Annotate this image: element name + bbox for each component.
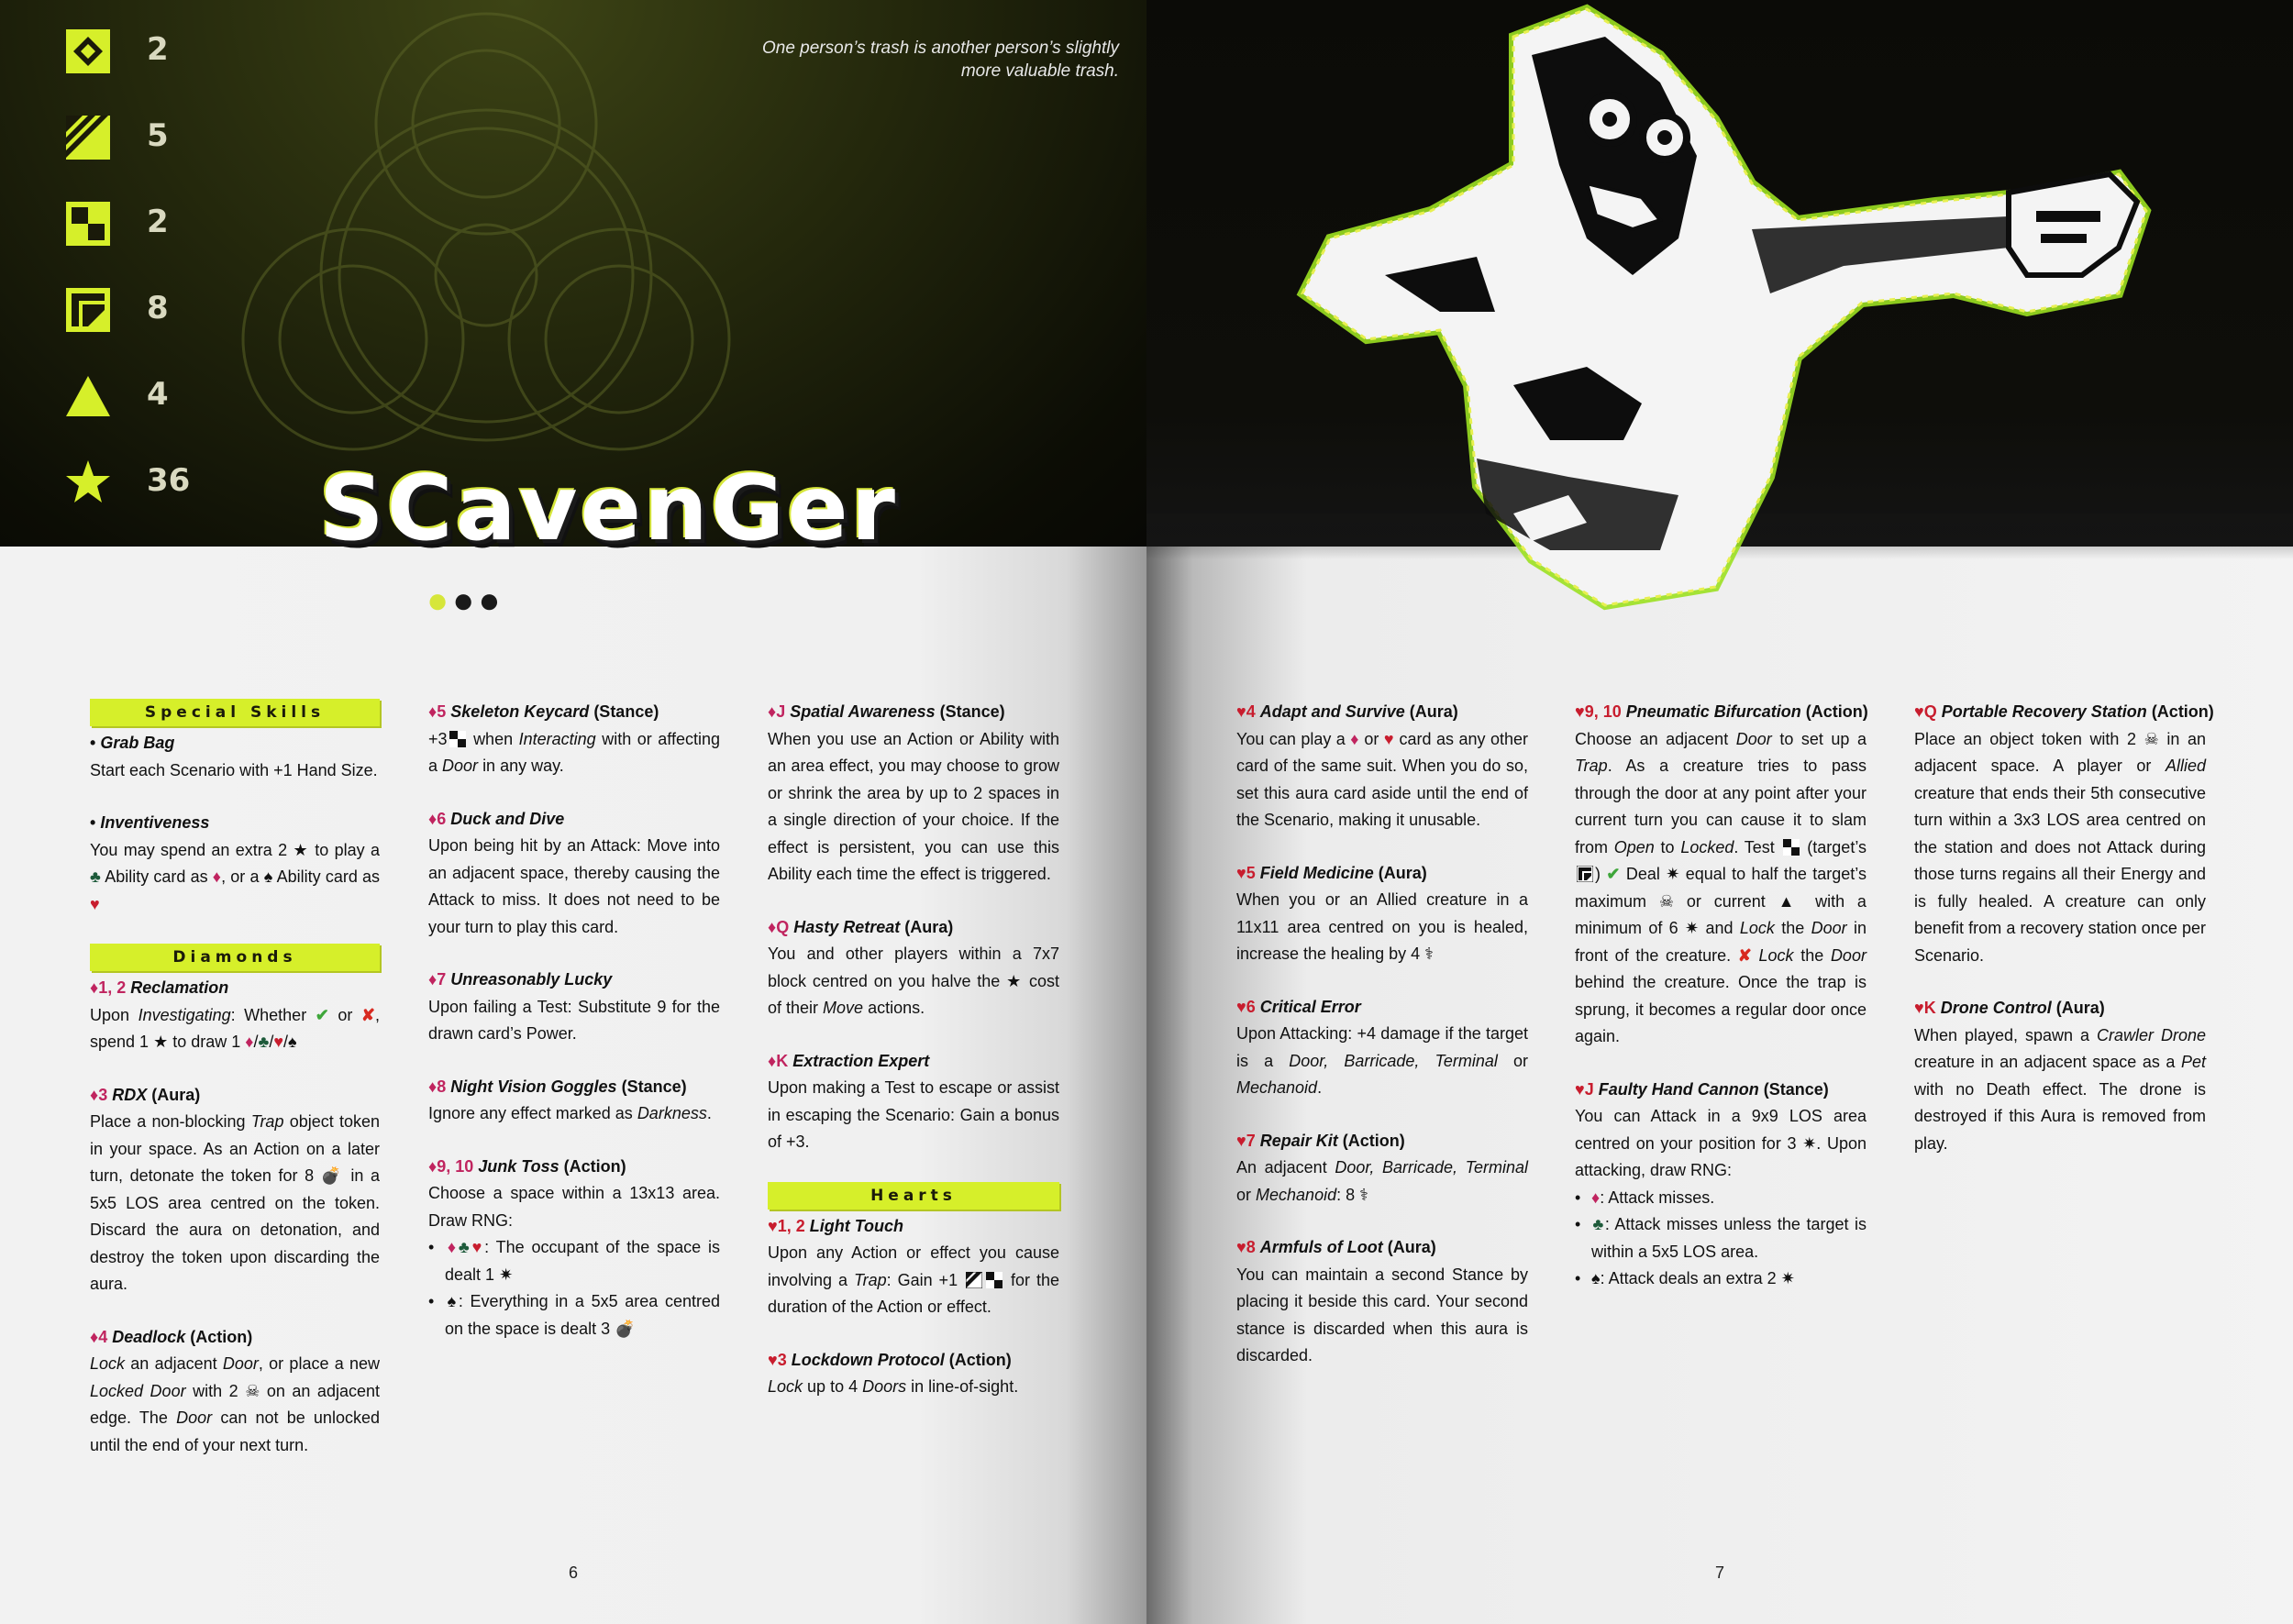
diamond-icon: ♦: [212, 867, 222, 886]
entry-text: You can Attack in a 9x9 LOS area centred on your position for 3 ✷. Upon attacking, draw RNG:: [1575, 1107, 1867, 1179]
entry-title: ♦7 Unreasonably Lucky: [428, 970, 613, 989]
card-entry: [1575, 1077, 1867, 1293]
bullet-item: • ♦: Attack misses.: [1575, 1188, 1715, 1207]
entry-text: When played, spawn a Crawler Drone creature in an adjacent space as a Pet with no Death effect. The drone is destroyed if this Aura is removed from play.: [1914, 1025, 2206, 1153]
stat-item: [64, 200, 211, 286]
triangle-icon: ▲: [1778, 891, 1803, 911]
entry-text: Upon Attacking: +4 damage if the target is a Door, Barricade, Terminal or Mechanoid.: [1236, 1024, 1528, 1097]
stat-value: 2: [147, 31, 169, 68]
star-icon: [64, 458, 112, 506]
entry-text: You may spend an extra 2 ★ to play a ♣ Ability card as ♦, or a ♠ Ability card as ♥: [90, 840, 381, 913]
card-entry: [768, 1048, 1059, 1156]
entry-title: ♦1, 2 Reclamation: [90, 978, 229, 997]
entry-text: Ignore any effect marked as Darkness.: [428, 1104, 712, 1122]
caduceus-icon: ⚕: [1359, 1185, 1368, 1204]
entry-text: +3 when Interacting with or affecting a Door in any way.: [428, 729, 720, 775]
card-entry: [90, 1324, 380, 1460]
star-glyph-icon: ★: [1006, 971, 1024, 990]
bullet-item: • ♣: Attack misses unless the target is within a 5x5 LOS area.: [1575, 1215, 1867, 1261]
stat-item: [64, 458, 211, 545]
entry-title: ♦3 RDX (Aura): [90, 1085, 201, 1104]
column-2: [428, 699, 720, 1368]
burst-icon: ✷: [1666, 865, 1680, 883]
caduceus-icon: ⚕: [1424, 945, 1434, 963]
entry-title: ♦Q Hasty Retreat (Aura): [768, 917, 954, 936]
burst-icon: ✷: [1780, 1269, 1795, 1287]
burst-icon: ✷: [1802, 1133, 1817, 1153]
card-entry: [1236, 1234, 1528, 1370]
spade-icon: ♠: [263, 867, 273, 886]
skull-icon: ☠: [1658, 891, 1674, 911]
check-icon: ✔: [315, 1005, 329, 1024]
entry-title: ♦8 Night Vision Goggles (Stance): [428, 1077, 687, 1096]
card-entry: [428, 967, 720, 1048]
entry-text: You and other players within a 7x7 block centred on you halve the ★ cost of their Move actions.: [768, 945, 1059, 1017]
entry-text: Start each Scenario with +1 Hand Size.: [90, 760, 378, 779]
card-entry: [428, 806, 720, 942]
entry-text: When you use an Action or Ability with an area effect, you may choose to grow or shrink the area by up to 2 spaces in a single direction of your choice. If the effect is persistent, you can use this Ability each time the effect is triggered.: [768, 729, 1059, 883]
entry-title: • Grab Bag: [90, 734, 175, 752]
entry-text: Lock an adjacent Door, or place a new Locked Door with 2 ☠ on an adjacent edge. The Door can not be unlocked until the end of your next turn.: [90, 1354, 381, 1454]
entry-title: ♥4 Adapt and Survive (Aura): [1236, 702, 1458, 721]
folded-stripes-icon: [1577, 866, 1593, 882]
card-entry: [428, 1074, 720, 1128]
section-header-hearts: Hearts: [768, 1182, 1059, 1210]
entry-title: ♦J Spatial Awareness (Stance): [768, 702, 1005, 721]
stat-item: [64, 114, 211, 200]
entry-title: ♥Q Portable Recovery Station (Action): [1914, 702, 2214, 721]
stat-value: 36: [147, 462, 191, 499]
card-entry: [1236, 860, 1528, 968]
entry-title: ♥6 Critical Error: [1236, 997, 1361, 1016]
burst-icon: ✷: [1685, 919, 1700, 937]
skull-icon: ☠: [2143, 729, 2159, 748]
entry-text: Upon Investigating: Whether ✔ or ✘, spend 1 ★ to draw 1 ♦/♣/♥/♠: [90, 1005, 380, 1051]
bullet-item: • ♠: Attack deals an extra 2 ✷: [1575, 1269, 1795, 1287]
stat-value: 4: [147, 376, 169, 413]
stat-item: [64, 286, 211, 372]
entry-text: When you or an Allied creature in a 11x11 area centred on you is healed, increase the healing by 4 ⚕: [1236, 890, 1528, 963]
entry-text: Lock up to 4 Doors in line-of-sight.: [768, 1377, 1019, 1396]
entry-title: ♥J Faulty Hand Cannon (Stance): [1575, 1079, 1829, 1099]
entry-title: ♥3 Lockdown Protocol (Action): [768, 1350, 1012, 1369]
card-entry: [428, 699, 720, 780]
scavenger-character-illustration: [1202, 0, 2174, 642]
entry-title: ♦4 Deadlock (Action): [90, 1327, 253, 1346]
entry-text: Upon any Action or effect you cause involving a Trap: Gain +1 for the duration of the Action or effect.: [768, 1243, 1059, 1316]
section-header-diamonds: Diamonds: [90, 944, 380, 971]
card-entry: [1914, 699, 2214, 969]
star-glyph-icon: ★: [293, 840, 309, 859]
skull-icon: ☠: [245, 1381, 260, 1400]
card-entry: [1914, 995, 2206, 1157]
diamond-in-square-icon: [64, 28, 112, 75]
column-4: [1236, 699, 1528, 1396]
entry-text: Place a non-blocking Trap object token in your space. As an Action on a later turn, detonate the token for 8 💣 in a 5x5 LOS area centred on the token. Discard the aura on detonation, and destroy the token upon discarding the aura.: [90, 1112, 380, 1293]
entry-text: You can maintain a second Stance by placing it beside this card. Your second stance is discarded when this aura is discarded.: [1236, 1265, 1528, 1364]
entry-title: ♦K Extraction Expert: [768, 1051, 930, 1070]
stat-list: [64, 28, 211, 545]
column-6: [1914, 699, 2214, 1183]
cross-icon: ✘: [1737, 945, 1752, 965]
card-entry: [1236, 994, 1528, 1102]
flavor-quote: One person’s trash is another person’s slightly more valuable trash.: [761, 39, 1119, 81]
card-entry: [428, 1154, 720, 1343]
entry-text: Upon being hit by an Attack: Move into an adjacent space, thereby causing the Attack to miss. It does not need to be your turn to play this card.: [428, 836, 720, 936]
card-entry: [768, 1347, 1059, 1401]
card-entry: [1236, 1128, 1528, 1210]
card-entry: [90, 1082, 380, 1298]
entry-text: Choose an adjacent Door to set up a Trap. As a creature tries to pass through the door at any point after your current turn you can cause it to slam from Open to Locked. Test (target’s) ✔ Deal ✷ equal to half the target’s maximum ☠ or current ▲ with a minimum of 6 ✷ and Lock the Door in front of the creature. ✘ Lock the Door behind the creature. Once the trap is sprung, it becomes a regular door once again.: [1575, 729, 1867, 1045]
page-number-left: 6: [569, 1563, 579, 1582]
right-page: [1146, 0, 2293, 1624]
page-number-right: 7: [1715, 1563, 1725, 1582]
column-3: [768, 699, 1059, 1427]
entry-title: ♥9, 10 Pneumatic Bifurcation (Action): [1575, 702, 1868, 721]
diagonal-stripes-icon: [64, 114, 112, 161]
card-entry: [768, 699, 1059, 889]
entry-text: Choose a space within a 13x13 area. Draw RNG:: [428, 1184, 720, 1230]
stat-item: [64, 28, 211, 114]
card-entry: [90, 975, 380, 1056]
heart-icon: ♥: [90, 894, 100, 913]
diagonal-stripes-icon: [966, 1272, 982, 1288]
folded-stripes-icon: [64, 286, 112, 334]
bomb-icon: 💣: [615, 1319, 636, 1338]
class-title: SCavenGer: [319, 457, 898, 561]
stat-value: 5: [147, 117, 169, 154]
check-icon: ✔: [1606, 865, 1621, 883]
section-header-special-skills: Special Skills: [90, 699, 380, 726]
stat-value: 8: [147, 290, 169, 326]
entry-text: You can play a ♦ or ♥ card as any other card of the same suit. When you do so, set this aura card aside until the end of the Scenario, making it unusable.: [1236, 729, 1528, 829]
entry-text: Upon failing a Test: Substitute 9 for the drawn card’s Power.: [428, 997, 720, 1043]
entry-title: ♥7 Repair Kit (Action): [1236, 1131, 1405, 1150]
entry-title: ♦6 Duck and Dive: [428, 809, 565, 828]
burst-icon: ✷: [499, 1265, 514, 1284]
star-glyph-icon: ★: [153, 1033, 169, 1051]
card-entry: [768, 1213, 1059, 1321]
entry-title: ♥5 Field Medicine (Aura): [1236, 863, 1427, 882]
entry-text: Place an object token with 2 ☠ in an adjacent space. A player or Allied creature that ends their 5th consecutive turn within a 3x3 LOS area centred on the station and does not Attack during those turns regains all their Energy and is fully healed. A creature can only benefit from a recovery station once per Scenario.: [1914, 729, 2206, 965]
column-1: [90, 699, 380, 1485]
entry-title: ♦5 Skeleton Keycard (Stance): [428, 702, 659, 721]
checker-square-icon: [986, 1272, 1002, 1288]
entry-text: An adjacent Door, Barricade, Terminal or Mechanoid: 8 ⚕: [1236, 1158, 1528, 1204]
title-decoration: ●●●: [426, 580, 504, 621]
skill-entry: [90, 810, 380, 918]
stat-item: [64, 372, 211, 458]
card-entry: [1575, 699, 1867, 1051]
bomb-icon: 💣: [320, 1166, 344, 1185]
entry-text: Upon making a Test to escape or assist in escaping the Scenario: Gain a bonus of +3.: [768, 1078, 1059, 1151]
card-entry: [1236, 699, 1528, 834]
checker-square-icon: [64, 200, 112, 248]
biohazard-watermark-icon: [183, 0, 789, 458]
checker-square-icon: [1783, 839, 1800, 856]
entry-title: ♦9, 10 Junk Toss (Action): [428, 1156, 626, 1176]
left-page: [0, 0, 1146, 1624]
club-icon: ♣: [90, 867, 101, 886]
skill-entry: [90, 730, 380, 784]
stat-value: 2: [147, 204, 169, 240]
bullet-item: • ♦♣♥: The occupant of the space is dealt 1 ✷: [428, 1238, 721, 1284]
cross-icon: ✘: [360, 1005, 375, 1024]
checker-square-icon: [449, 731, 466, 747]
column-5: [1575, 699, 1867, 1319]
entry-title: ♥8 Armfuls of Loot (Aura): [1236, 1238, 1436, 1256]
bullet-item: • ♠: Everything in a 5x5 area centred on the space is dealt 3 💣: [428, 1292, 721, 1338]
entry-title: ♥1, 2 Light Touch: [768, 1216, 904, 1235]
triangle-icon: [64, 372, 112, 420]
card-entry: [768, 914, 1059, 1022]
entry-title: • Inventiveness: [90, 813, 210, 832]
entry-title: ♥K Drone Control (Aura): [1914, 999, 2105, 1017]
